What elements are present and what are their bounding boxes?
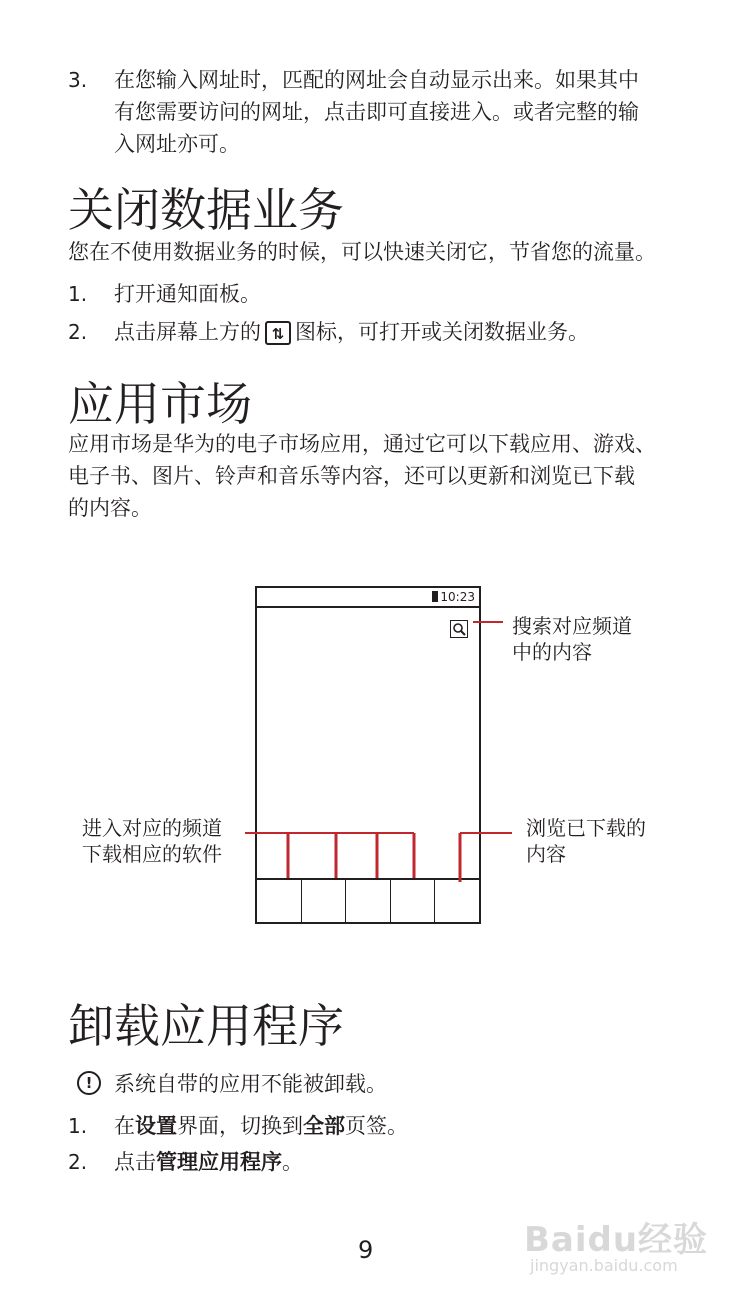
step-text: 在设置界面，切换到全部页签。 [114,1114,408,1138]
section-title-data: 关闭数据业务 [68,183,344,237]
step-number: 1. [68,1114,88,1138]
callout-tabs: 进入对应的频道 下载相应的软件 [82,816,222,866]
section-intro-market: 应用市场是华为的电子市场应用，通过它可以下载应用、游戏、 电子书、图片、铃声和音乐等内容，还可以更新和浏览已下载 的内容。 [68,432,656,520]
clock-text: 10:23 [440,590,475,604]
step-number: 2. [68,320,88,344]
step-number: 2. [68,1150,88,1174]
step-3-text: 在您输入网址时，匹配的网址会自动显示出来。如果其中 有您需要访问的网址，点击即可直接进入。或者完整的输 入网址亦可。 [114,68,639,156]
step-text: 点击管理应用程序。 [114,1150,303,1174]
section-intro-data: 您在不使用数据业务的时候，可以快速关闭它，节省您的流量。 [68,240,656,264]
section-title-market: 应用市场 [68,377,252,431]
section-title-uninstall: 卸载应用程序 [68,999,344,1053]
callout-search: 搜索对应频道 中的内容 [512,614,632,664]
callout-downloads: 浏览已下载的 内容 [526,816,646,866]
warning-icon: ! [77,1071,101,1095]
step-number: 1. [68,282,88,306]
step-text: 打开通知面板。 [114,282,261,306]
note-text: 系统自带的应用不能被卸载。 [114,1072,387,1096]
watermark-logo: Baidu经验 [524,1220,709,1260]
watermark-url: jingyan.baidu.com [530,1256,678,1275]
page-number: 9 [358,1236,374,1264]
step-number: 3. [68,68,88,92]
data-toggle-icon: ⇅ [265,321,291,345]
step-text: 点击屏幕上方的 ⇅ 图标，可打开或关闭数据业务。 [114,320,589,344]
